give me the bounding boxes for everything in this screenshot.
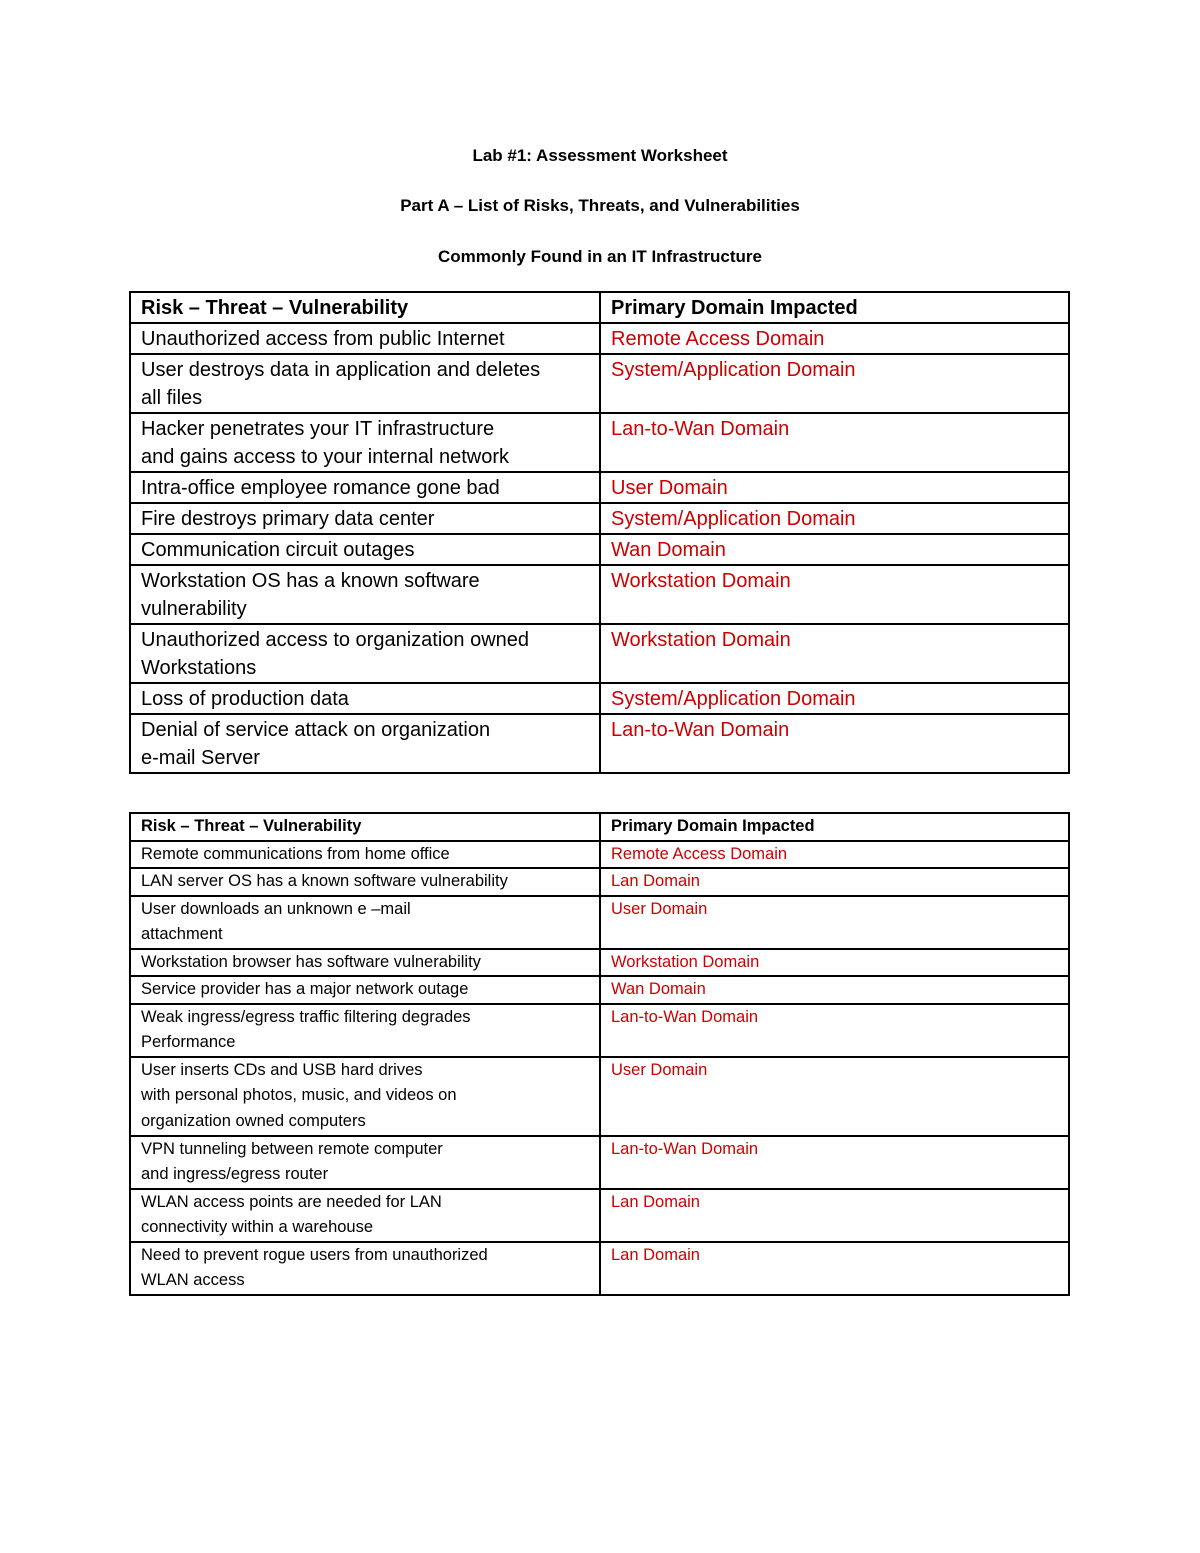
risk-cell xyxy=(130,534,600,565)
risk-text-line: WLAN access xyxy=(141,1271,245,1289)
risk-cell xyxy=(130,472,600,503)
risk-text-line: and ingress/egress router xyxy=(141,1165,329,1183)
risk-text-line: Service provider has a major network outage xyxy=(141,980,469,998)
domain-cell: User Domain xyxy=(600,896,1069,949)
risk-text-line: with personal photos, music, and videos on xyxy=(141,1086,457,1104)
risk-cell xyxy=(130,841,600,869)
risk-cell xyxy=(130,714,600,773)
risk-cell xyxy=(130,565,600,624)
worksheet-subtitle-2: Commonly Found in an IT Infrastructure xyxy=(438,247,762,266)
risk-cell xyxy=(130,1242,600,1295)
risk-text-line: Performance xyxy=(141,1033,236,1051)
table-row xyxy=(130,354,1069,413)
domain-cell: Lan Domain xyxy=(600,1242,1069,1295)
risk-cell xyxy=(130,413,600,472)
risk-table-1 xyxy=(129,291,1070,774)
table-row xyxy=(130,976,1069,1004)
risk-text-line: Denial of service attack on organization xyxy=(141,719,491,741)
risk-cell xyxy=(130,683,600,714)
table-header-row xyxy=(130,292,1069,323)
risk-text-line: Unauthorized access from public Internet xyxy=(141,328,505,350)
domain-cell: Wan Domain xyxy=(600,534,1069,565)
column-header-risk: Risk – Threat – Vulnerability xyxy=(130,813,600,841)
domain-cell: Lan-to-Wan Domain xyxy=(600,413,1069,472)
table-row xyxy=(130,841,1069,869)
risk-text-line: Fire destroys primary data center xyxy=(141,508,435,530)
risk-text-line: Weak ingress/egress traffic filtering degrades xyxy=(141,1007,471,1026)
risk-text-line: Communication circuit outages xyxy=(141,539,415,561)
column-header-domain: Primary Domain Impacted xyxy=(600,292,1069,323)
table-row xyxy=(130,949,1069,977)
risk-text-line: Workstation OS has a known software xyxy=(141,570,480,592)
risk-table-2-body xyxy=(130,813,1069,1295)
domain-cell: Remote Access Domain xyxy=(600,323,1069,354)
risk-cell xyxy=(130,896,600,949)
risk-text-line: all files xyxy=(141,387,203,409)
risk-cell xyxy=(130,503,600,534)
table-row xyxy=(130,1057,1069,1136)
risk-text-line: vulnerability xyxy=(141,598,247,620)
domain-cell: Lan-to-Wan Domain xyxy=(600,1004,1069,1057)
table-row xyxy=(130,503,1069,534)
domain-cell: System/Application Domain xyxy=(600,503,1069,534)
table-row xyxy=(130,1136,1069,1189)
domain-cell: Workstation Domain xyxy=(600,949,1069,977)
risk-text-line: VPN tunneling between remote computer xyxy=(141,1139,443,1158)
domain-cell: Remote Access Domain xyxy=(600,841,1069,869)
risk-cell xyxy=(130,354,600,413)
domain-cell: Lan-to-Wan Domain xyxy=(600,714,1069,773)
domain-cell: System/Application Domain xyxy=(600,683,1069,714)
risk-text-line: User downloads an unknown e –mail xyxy=(141,899,411,918)
domain-cell: Workstation Domain xyxy=(600,624,1069,683)
risk-table-2 xyxy=(129,812,1070,1296)
risk-text-line: connectivity within a warehouse xyxy=(141,1218,374,1236)
risk-cell xyxy=(130,1057,600,1136)
domain-cell: User Domain xyxy=(600,472,1069,503)
table-header-row xyxy=(130,813,1069,841)
risk-text-line: attachment xyxy=(141,925,223,943)
risk-text-line: Need to prevent rogue users from unauthorized xyxy=(141,1245,488,1264)
risk-cell xyxy=(130,323,600,354)
risk-cell xyxy=(130,1004,600,1057)
risk-text-line: Workstations xyxy=(141,657,257,679)
risk-text-line: organization owned computers xyxy=(141,1111,366,1130)
risk-text-line: Loss of production data xyxy=(141,688,349,710)
risk-text-line: Remote communications from home office xyxy=(141,844,450,863)
risk-text-line: User inserts CDs and USB hard drives xyxy=(141,1060,423,1079)
table-row xyxy=(130,534,1069,565)
risk-cell xyxy=(130,976,600,1004)
table-row xyxy=(130,472,1069,503)
table-row xyxy=(130,624,1069,683)
column-header-risk: Risk – Threat – Vulnerability xyxy=(130,292,600,323)
risk-table-1-body xyxy=(130,292,1069,773)
risk-cell xyxy=(130,624,600,683)
risk-text-line: and gains access to your internal network xyxy=(141,446,509,468)
table-row xyxy=(130,868,1069,896)
table-row xyxy=(130,1189,1069,1242)
risk-text-line: Unauthorized access to organization owned xyxy=(141,629,530,651)
worksheet-title: Lab #1: Assessment Worksheet xyxy=(472,146,728,165)
table-row xyxy=(130,714,1069,773)
risk-text-line: Hacker penetrates your IT infrastructure xyxy=(141,418,495,440)
domain-cell: Lan-to-Wan Domain xyxy=(600,1136,1069,1189)
domain-cell: Workstation Domain xyxy=(600,565,1069,624)
column-header-domain: Primary Domain Impacted xyxy=(600,813,1069,841)
table-row xyxy=(130,323,1069,354)
risk-text-line: Intra-office employee romance gone bad xyxy=(141,477,500,499)
domain-cell: User Domain xyxy=(600,1057,1069,1136)
domain-cell: System/Application Domain xyxy=(600,354,1069,413)
risk-text-line: WLAN access points are needed for LAN xyxy=(141,1192,442,1211)
risk-cell xyxy=(130,1136,600,1189)
risk-cell xyxy=(130,868,600,896)
risk-text-line: Workstation browser has software vulnerability xyxy=(141,952,481,971)
domain-cell: Wan Domain xyxy=(600,976,1069,1004)
table-row xyxy=(130,896,1069,949)
risk-cell xyxy=(130,949,600,977)
table-row xyxy=(130,1242,1069,1295)
table-row xyxy=(130,413,1069,472)
table-row xyxy=(130,1004,1069,1057)
risk-text-line: User destroys data in application and deletes xyxy=(141,359,541,381)
risk-text-line: LAN server OS has a known software vulnerability xyxy=(141,872,508,890)
worksheet-subtitle: Part A – List of Risks, Threats, and Vulnerabilities xyxy=(400,196,800,215)
table-row xyxy=(130,565,1069,624)
risk-text-line: e-mail Server xyxy=(141,747,260,769)
table-row xyxy=(130,683,1069,714)
domain-cell: Lan Domain xyxy=(600,868,1069,896)
domain-cell: Lan Domain xyxy=(600,1189,1069,1242)
risk-cell xyxy=(130,1189,600,1242)
